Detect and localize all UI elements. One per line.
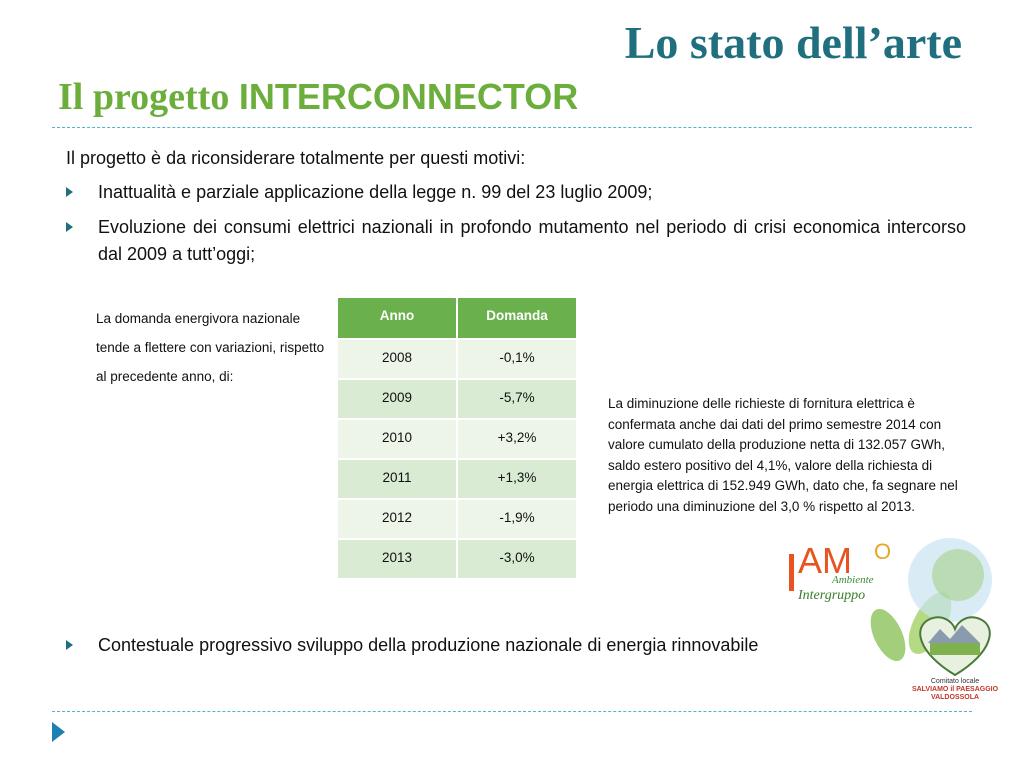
committee-line-1: Comitato locale bbox=[930, 678, 980, 685]
bullet-item bbox=[66, 179, 966, 206]
demand-table bbox=[336, 296, 578, 580]
committee-line-3: VALDOSSOLA bbox=[930, 694, 980, 701]
intro-text: Il progetto è da riconsiderare totalmente per questi motivi: bbox=[66, 148, 526, 168]
bottom-divider bbox=[52, 711, 972, 712]
bullet-text: Evoluzione dei consumi elettrici nazionali in profondo mutamento nel periodo di crisi economica intercorso dal 2009 a tutt’oggi; bbox=[98, 217, 966, 264]
slide-title: Lo stato dell’arte bbox=[624, 17, 962, 68]
demand-cell: -5,7% bbox=[457, 379, 577, 419]
demand-cell: -0,1% bbox=[457, 339, 577, 379]
table-row bbox=[337, 419, 577, 459]
bullet-item bbox=[66, 214, 966, 268]
subtitle-prefix: Il progetto bbox=[58, 76, 239, 118]
column-header-demand: Domanda bbox=[457, 297, 577, 339]
demand-note: La domanda energivora nazionale tende a flettere con variazioni, rispetto al precedente anno, di: bbox=[96, 311, 325, 384]
logo-word-intergruppo: Intergruppo bbox=[798, 588, 866, 603]
table-header-row bbox=[337, 297, 577, 339]
table-row bbox=[337, 459, 577, 499]
bullet-item bbox=[66, 632, 966, 659]
year-cell: 2012 bbox=[337, 499, 457, 539]
top-divider bbox=[52, 127, 972, 128]
column-header-year: Anno bbox=[337, 297, 457, 339]
year-cell: 2010 bbox=[337, 419, 457, 459]
demand-cell: -3,0% bbox=[457, 539, 577, 579]
triangle-right-icon bbox=[66, 640, 73, 650]
triangle-right-icon bbox=[66, 222, 73, 232]
committee-line-2: SALVIAMO il PAESAGGIO bbox=[911, 686, 999, 693]
globe-shape bbox=[932, 549, 984, 601]
bullet-text: Contestuale progressivo sviluppo della produzione nazionale di energia rinnovabile bbox=[98, 635, 759, 655]
subtitle-emphasis: INTERCONNECTOR bbox=[238, 76, 579, 117]
play-arrow-icon[interactable] bbox=[52, 722, 65, 742]
demand-cell: +3,2% bbox=[457, 419, 577, 459]
table-row bbox=[337, 379, 577, 419]
table-row bbox=[337, 539, 577, 579]
year-cell: 2013 bbox=[337, 539, 457, 579]
logo-letter-i: I bbox=[784, 543, 800, 603]
logo-letters-am: AM bbox=[798, 540, 852, 581]
year-cell: 2008 bbox=[337, 339, 457, 379]
table-row bbox=[337, 499, 577, 539]
semester-note: La diminuzione delle richieste di fornitura elettrica è confermata anche dai dati del primo semestre 2014 con valore cumulato della produzione netta di 132.057 GWh, saldo estero positivo del 4,1%, valore della richiesta di energia elettrica di 152.949 GWh, dato che, fa segnare nel periodo una diminuzione del 3,0 % rispetto al 2013. bbox=[608, 396, 958, 514]
bullet-text: Inattualità e parziale applicazione della legge n. 99 del 23 luglio 2009; bbox=[98, 182, 653, 202]
demand-cell: +1,3% bbox=[457, 459, 577, 499]
year-cell: 2009 bbox=[337, 379, 457, 419]
year-cell: 2011 bbox=[337, 459, 457, 499]
slide-subtitle bbox=[58, 78, 578, 116]
demand-cell: -1,9% bbox=[457, 499, 577, 539]
logo-letter-o: O bbox=[874, 539, 892, 564]
triangle-right-icon bbox=[66, 187, 73, 197]
table-row bbox=[337, 339, 577, 379]
iamo-logo bbox=[770, 525, 1000, 715]
logo-word-ambiente: Ambiente bbox=[832, 574, 874, 586]
